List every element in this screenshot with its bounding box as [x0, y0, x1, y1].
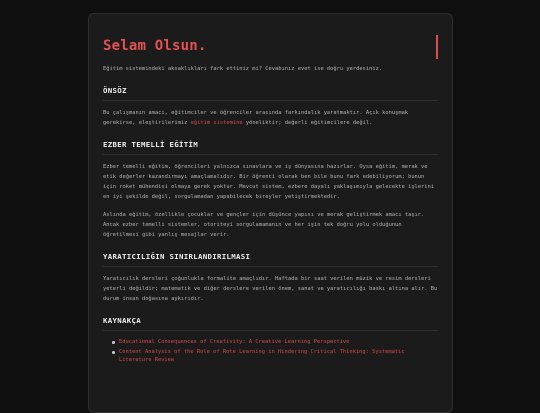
section-heading-kaynakca: KAYNAKÇA	[103, 316, 438, 331]
egitim-sistemine-link[interactable]: eğitim sistemine	[190, 120, 243, 126]
reference-list	[119, 338, 438, 365]
ezber-paragraph-1: Ezber temelli eğitim, öğrencileri yalnızca sınavlara ve iş dünyasına hazırlar. Oysa eğitim, merak ve etik değerler kazandırmayı amaçlamalıdır. Bir öğrenci olarak ben bile bunu fark edebiliyorum; bunun için roket mühendisi olmaya gerek yoktur. Mevcut sistem, ezbere dayalı yaklaşımıyla gelecekte işlerini en iyi şekilde değil, sorgulamadan yapabilecek bireyler yetiştirmektedir.	[103, 164, 435, 200]
onsoz-paragraph	[103, 108, 438, 128]
reference-item[interactable]	[119, 348, 438, 365]
page-title: Selam Olsun.	[103, 38, 207, 54]
accent-bar	[436, 35, 438, 59]
paragraph-gap	[103, 202, 438, 210]
intro-paragraph: Eğitim sistemindeki aksaklıkları fark ettiniz mi? Cevabınız evet ise doğru yerdesiniz.	[103, 66, 383, 72]
onsoz-text-end: yöneliktir; değerli eğitimcilere değil.	[242, 120, 373, 126]
reference-link[interactable]: Content Analysis of the Role of Rote Learning in Hindering Critical Thinking: Systematic Literature Review	[119, 348, 405, 363]
bullet-icon	[112, 351, 115, 354]
reference-link[interactable]: Educational Consequences of Creativity: A Creative Learning Perspective	[119, 339, 350, 345]
reference-item[interactable]	[119, 338, 438, 347]
article-card	[88, 13, 453, 413]
yaraticilik-paragraph: Yaratıcılık dersleri çoğunlukla formalite amaçlıdır. Haftada bir saat verilen müzik ve resim dersleri yeterli değildir; matematik ve diğer derslere verilen önem, sanat ve yaratıcılığı baskı altına alır. Bu durum insan doğasına aykırıdır.	[103, 276, 438, 302]
ezber-paragraph-2: Aslında eğitim, özellikle çocuklar ve gençler için düşünce yapısı ve merak geliştirmek amacı taşır. Ancak ezber temelli sistemler, otoriteyi sorgulamamanın ve her işin tek doğru yolu olduğunun öğretilmesi gibi yanlış mesajlar verir.	[103, 212, 425, 238]
section-heading-ezber: EZBER TEMELLİ EĞİTİM	[103, 140, 438, 155]
section-heading-yaraticilik: YARATICILIĞIN SINIRLANDIRILMASI	[103, 252, 438, 267]
section-heading-onsoz: ÖNSÖZ	[103, 86, 438, 101]
bullet-icon	[112, 341, 115, 344]
onsoz-text-start: Bu çalışmanın amacı, eğitimciler ve öğrenciler arasında farkındalık yaratmaktır. Açık konuşmak gerekirse, eleştirilerimiz	[103, 110, 409, 126]
